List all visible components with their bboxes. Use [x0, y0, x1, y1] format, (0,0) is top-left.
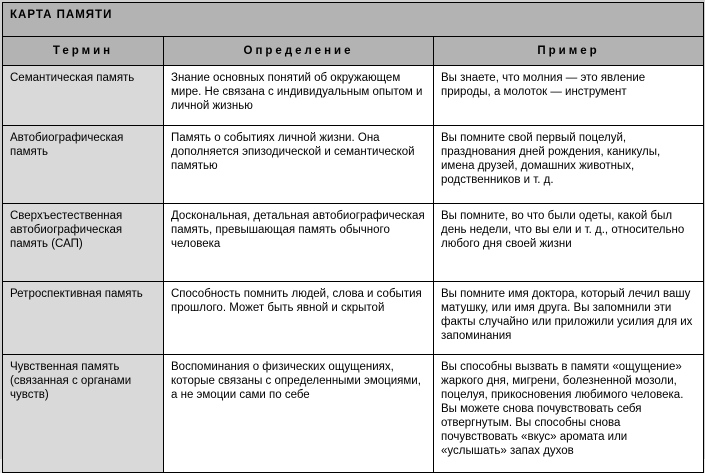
definition-cell: Доскональная, детальная автобиографическая память, превышающая память обычного человека: [164, 204, 434, 282]
column-header-definition: Определение: [164, 37, 434, 66]
term-cell: Сверхъестественная автобиографическая память (САП): [3, 204, 164, 282]
table-row: [3, 66, 704, 126]
definition-cell: Способность помнить людей, слова и события прошлого. Может быть явной и скрытой: [164, 282, 434, 355]
table-row: [3, 355, 704, 473]
memory-map-table: [2, 2, 704, 473]
table-row: [3, 126, 704, 204]
title-row: [3, 3, 704, 37]
column-header-example: Пример: [434, 37, 704, 66]
term-cell: Семантическая память: [3, 66, 164, 126]
column-header-term: Термин: [3, 37, 164, 66]
column-header-row: [3, 37, 704, 66]
example-cell: Вы способны вызвать в памяти «ощущение» жаркого дня, мигрени, болезненной мозоли, поцелуя, прикосновения любимого человека. Вы можете снова почувствовать себя отвергнутым. Вы способны снова почувствовать «вкус» аромата или «услышать» запах духов: [434, 355, 704, 473]
definition-cell: Знание основных понятий об окружающем мире. Не связана с индивидуальным опытом и личной жизнью: [164, 66, 434, 126]
term-cell: Автобиографическая память: [3, 126, 164, 204]
example-cell: Вы помните, во что были одеты, какой был день недели, что вы ели и т. д., относительно любого дня своей жизни: [434, 204, 704, 282]
table-row: [3, 282, 704, 355]
definition-cell: Память о событиях личной жизни. Она дополняется эпизодической и семантической памятью: [164, 126, 434, 204]
table-title: КАРТА ПАМЯТИ: [3, 3, 704, 37]
term-cell: Ретроспективная память: [3, 282, 164, 355]
term-cell: Чувственная память (связанная с органами чувств): [3, 355, 164, 473]
example-cell: Вы помните свой первый поцелуй, празднования дней рождения, каникулы, имена друзей, домашних животных, родственников и т. д.: [434, 126, 704, 204]
example-cell: Вы знаете, что молния — это явление природы, а молоток — инструмент: [434, 66, 704, 126]
table-row: [3, 204, 704, 282]
example-cell: Вы помните имя доктора, который лечил вашу матушку, или имя друга. Вы запомнили эти факты случайно или приложили усилия для их запоминания: [434, 282, 704, 355]
definition-cell: Воспоминания о физических ощущениях, которые связаны с определенными эмоциями, а не эмоции сами по себе: [164, 355, 434, 473]
